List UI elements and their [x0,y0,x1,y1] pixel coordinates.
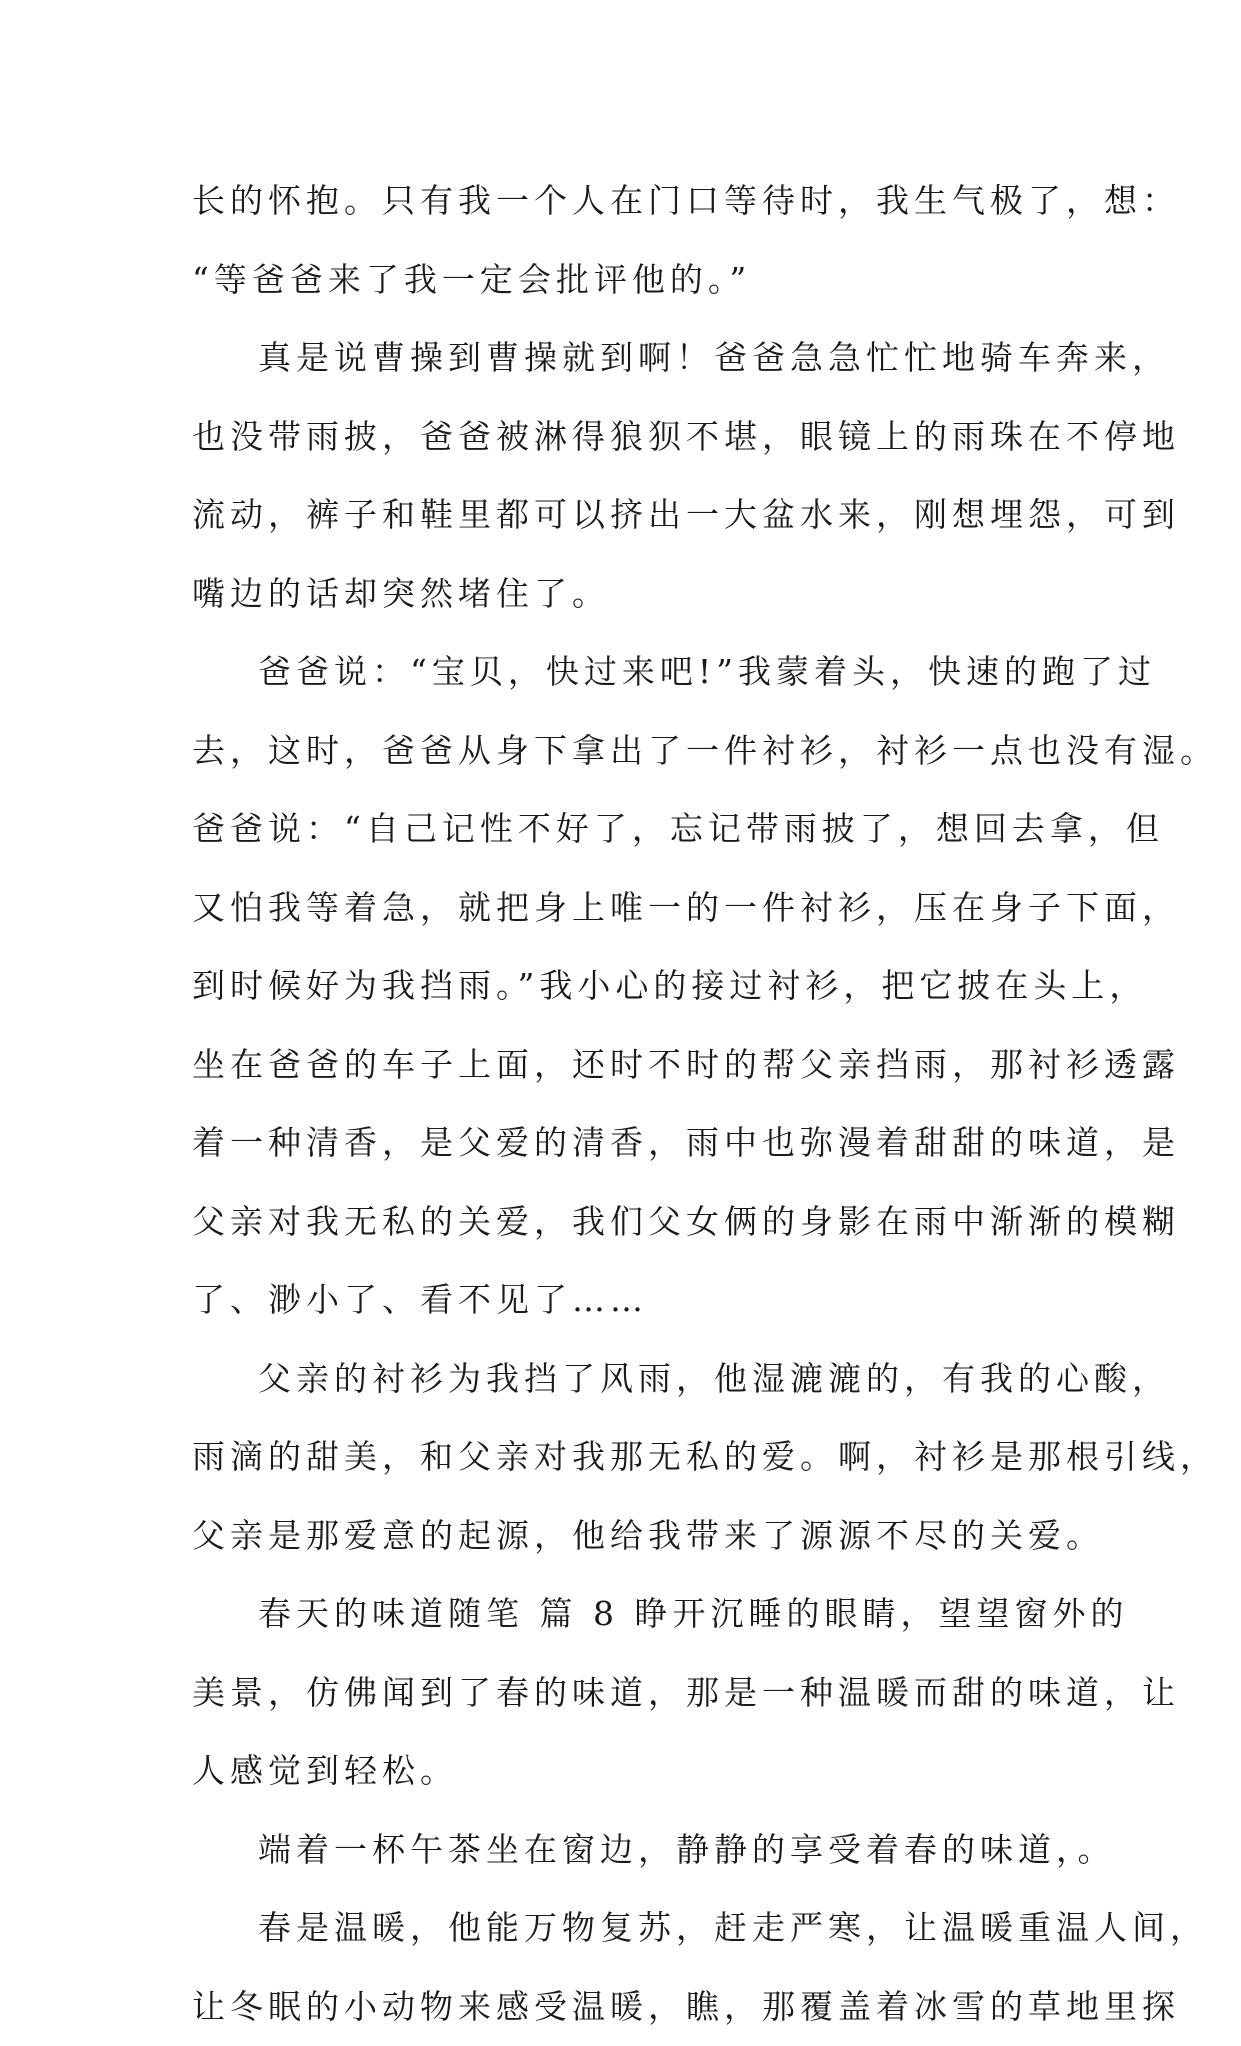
text-line-17: 雨滴的甜美，和父亲对我那无私的爱。啊，衬衫是那根引线， [192,1418,1072,1497]
text-line-23: 春是温暖，他能万物复苏，赶走严寒，让温暖重温人间， [192,1889,1072,1968]
text-line-18: 父亲是那爱意的起源，他给我带来了源源不尽的关爱。 [192,1497,1072,1576]
text-line-2: “等爸爸来了我一定会批评他的。” [192,241,1072,320]
text-line-21: 人感觉到轻松。 [192,1732,1072,1811]
body-text [192,162,1072,2046]
text-line-10: 又怕我等着急，就把身上唯一的一件衬衫，压在身子下面， [192,869,1072,948]
text-line-11: 到时候好为我挡雨。”我小心的接过衬衫，把它披在头上， [192,947,1072,1026]
text-line-19: 春天的味道随笔 篇 8 睁开沉睡的眼睛，望望窗外的 [192,1575,1072,1654]
text-line-14: 父亲对我无私的关爱，我们父女俩的身影在雨中渐渐的模糊 [192,1183,1072,1262]
text-line-15: 了、渺小了、看不见了…… [192,1261,1072,1340]
text-line-20: 美景，仿佛闻到了春的味道，那是一种温暖而甜的味道，让 [192,1654,1072,1733]
text-line-24: 让冬眠的小动物来感受温暖，瞧，那覆盖着冰雪的草地里探 [192,1968,1072,2046]
text-line-1: 长的怀抱。只有我一个人在门口等待时，我生气极了，想： [192,162,1072,241]
text-line-5: 流动，裤子和鞋里都可以挤出一大盆水来，刚想埋怨，可到 [192,476,1072,555]
text-line-6: 嘴边的话却突然堵住了。 [192,555,1072,634]
text-line-16: 父亲的衬衫为我挡了风雨，他湿漉漉的，有我的心酸， [192,1340,1072,1419]
text-line-12: 坐在爸爸的车子上面，还时不时的帮父亲挡雨，那衬衫透露 [192,1026,1072,1105]
text-line-8: 去，这时，爸爸从身下拿出了一件衬衫，衬衫一点也没有湿。 [192,712,1072,791]
text-line-9: 爸爸说：“自己记性不好了，忘记带雨披了，想回去拿，但 [192,790,1072,869]
text-line-4: 也没带雨披，爸爸被淋得狼狈不堪，眼镜上的雨珠在不停地 [192,398,1072,477]
text-line-13: 着一种清香，是父爱的清香，雨中也弥漫着甜甜的味道，是 [192,1104,1072,1183]
text-line-3: 真是说曹操到曹操就到啊！爸爸急急忙忙地骑车奔来， [192,319,1072,398]
text-line-22: 端着一杯午茶坐在窗边，静静的享受着春的味道，。 [192,1811,1072,1890]
text-line-7: 爸爸说：“宝贝，快过来吧!”我蒙着头，快速的跑了过 [192,633,1072,712]
